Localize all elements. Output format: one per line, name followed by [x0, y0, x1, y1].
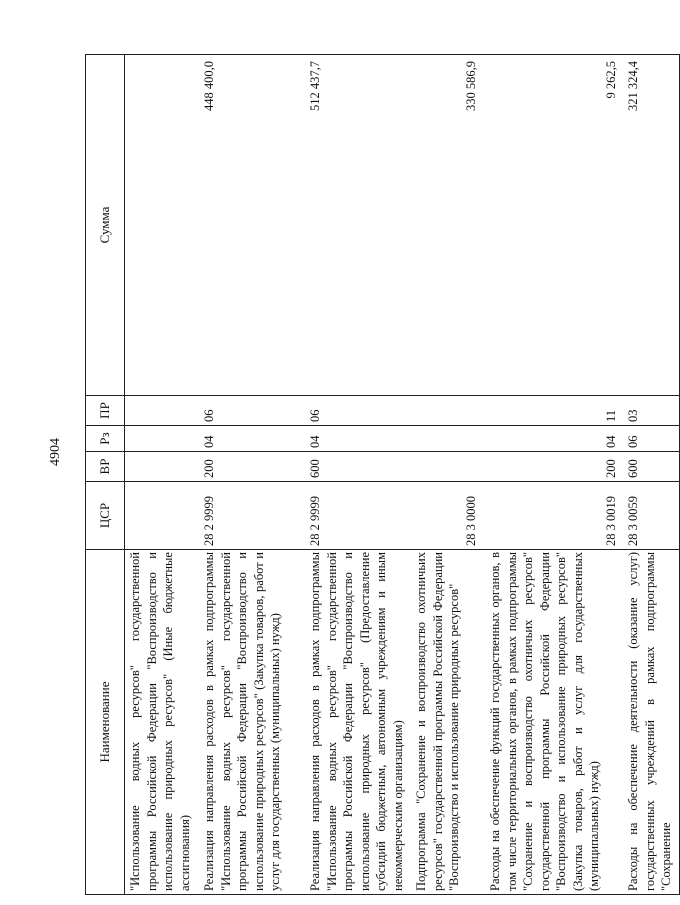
cell-name: Подпрограмма "Сохранение и воспроизводство охотничьих ресурсов" государственной программы Российской Федерации "Воспроизводство и использование природных ресурсов" [411, 550, 485, 895]
cell-rz: 04 [199, 426, 305, 452]
cell-sum: 321 324,4 [623, 55, 679, 396]
rotated-table-container [85, 55, 673, 895]
cell-rz-value: 04 [603, 435, 618, 448]
cell-vr [485, 452, 623, 482]
cell-pr: 06 [305, 396, 411, 426]
header-rz: Рз [86, 426, 125, 452]
cell-rz [125, 426, 200, 452]
cell-name: Реализация направления расходов в рамках подпрограммы "Использование водных ресурсов" государственной программы Российской Федерации "Воспроизводство и использование природных ресурсов" (Предоставление субсидий бюджетным, автономным учреждениям и иным некоммерческим организациям) [305, 550, 411, 895]
cell-csr: 28 3 0059 [623, 482, 679, 550]
cell-rz [485, 426, 623, 452]
table-row [125, 55, 200, 895]
cell-sum: 448 400,0 [199, 55, 305, 396]
cell-pr [411, 396, 485, 426]
table-header-row [86, 55, 125, 895]
header-name: Наименование [86, 550, 125, 895]
cell-name: Реализация направления расходов в рамках подпрограммы "Использование водных ресурсов" государственной программы Российской Федерации "Воспроизводство и использование природных ресурсов" (Закупка товаров, работ и услуг для государственных (муниципальных) нужд) [199, 550, 305, 895]
table-row [199, 55, 305, 895]
cell-pr: 06 [199, 396, 305, 426]
cell-vr-value: 200 [603, 459, 618, 478]
cell-sum [411, 55, 485, 396]
header-pr: ПР [86, 396, 125, 426]
cell-pr [125, 396, 200, 426]
cell-csr [485, 482, 623, 550]
cell-vr [411, 452, 485, 482]
cell-pr: 03 [623, 396, 679, 426]
cell-rz: 06 [623, 426, 679, 452]
cell-sum-value: 330 586,9 [463, 61, 478, 111]
cell-vr [125, 452, 200, 482]
cell-name: Расходы на обеспечение функций государственных органов, в том числе территориальных органов, в рамках подпрограммы "Сохранение и воспроизводство охотничьих ресурсов" государственной программы Российской Федерации "Воспроизводство и использование природных ресурсов" (Закупка товаров, работ и услуг для государственных (муниципальных) нужд) [485, 550, 623, 895]
header-csr: ЦСР [86, 482, 125, 550]
header-vr: ВР [86, 452, 125, 482]
cell-sum [125, 55, 200, 396]
cell-vr: 200 [199, 452, 305, 482]
cell-rz: 04 [305, 426, 411, 452]
cell-sum: 512 437,7 [305, 55, 411, 396]
cell-vr: 600 [305, 452, 411, 482]
page-number [40, 425, 72, 479]
cell-name: Расходы на обеспечение деятельности (оказание услуг) государственных учреждений в рамках подпрограммы "Сохранение [623, 550, 679, 895]
table-row [485, 55, 623, 895]
cell-csr [411, 482, 485, 550]
table-row [305, 55, 411, 895]
cell-rz [411, 426, 485, 452]
cell-vr: 600 [623, 452, 679, 482]
cell-csr-value: 28 3 0000 [463, 496, 478, 546]
table-row [623, 55, 679, 895]
cell-name: "Использование водных ресурсов" государственной программы Российской Федерации "Воспроизводство и использование природных ресурсов" (Иные бюджетные ассигнования) [125, 550, 200, 895]
table-row [411, 55, 485, 895]
header-sum: Сумма [86, 55, 125, 396]
cell-sum-value: 9 262,5 [603, 61, 618, 99]
page-number-text: 4904 [48, 438, 63, 466]
cell-pr-value: 11 [603, 409, 618, 422]
budget-table [85, 54, 680, 895]
cell-csr: 28 2 9999 [305, 482, 411, 550]
cell-pr [485, 396, 623, 426]
cell-sum [485, 55, 623, 396]
cell-csr-value: 28 3 0019 [603, 496, 618, 546]
cell-csr: 28 2 9999 [199, 482, 305, 550]
cell-csr [125, 482, 200, 550]
